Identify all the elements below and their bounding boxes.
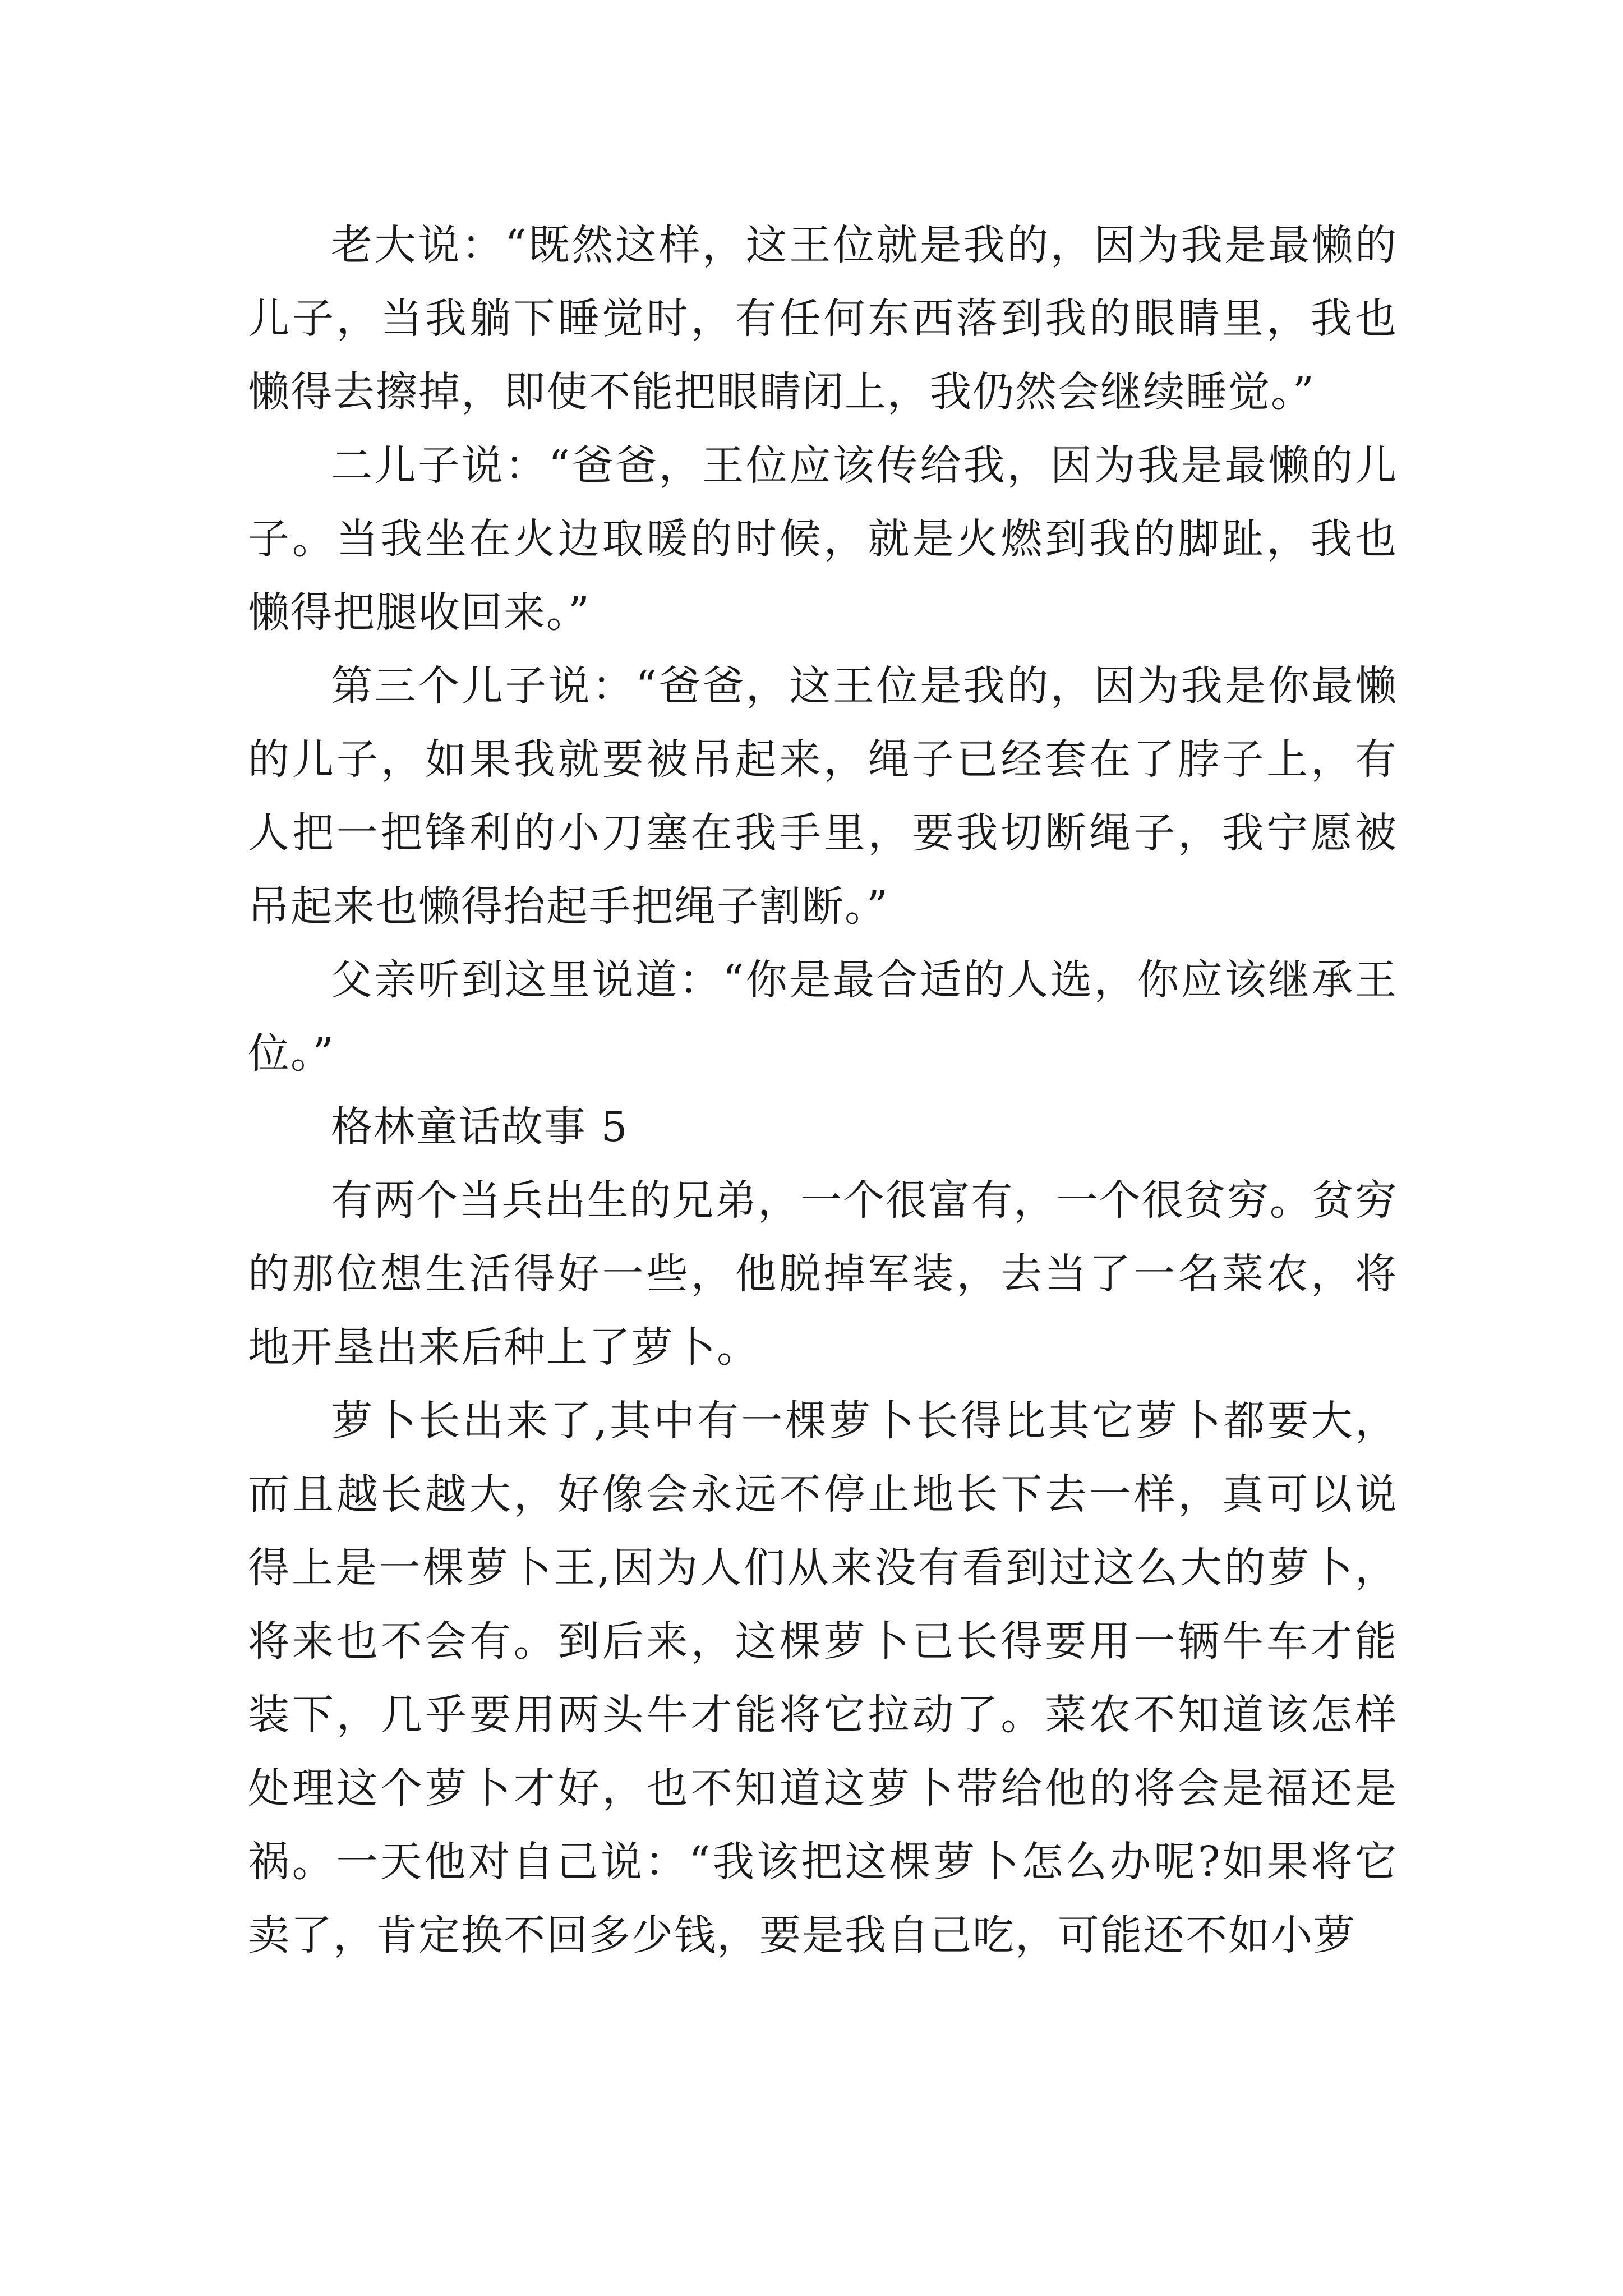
paragraph-father: 父亲听到这里说道：“你是最合适的人选，你应该继承王位。” bbox=[248, 956, 1398, 1078]
document-body bbox=[248, 209, 1398, 1972]
paragraph-second-son: 二儿子说：“爸爸，王位应该传给我，因为我是最懒的儿子。当我坐在火边取暖的时候，就是火燃到我的脚趾，我也懒得把腿收回来。” bbox=[248, 441, 1398, 637]
section-heading: 格林童话故事 5 bbox=[331, 1103, 629, 1151]
paragraph-giant-turnip: 萝卜长出来了,其中有一棵萝卜长得比其它萝卜都要大，而且越长越大，好像会永远不停止地长下去一样，真可以说得上是一棵萝卜王,因为人们从来没有看到过这么大的萝卜，将来也不会有。到后来，这棵萝卜已长得要用一辆牛车才能装下，几乎要用两头牛才能将它拉动了。菜农不知道该怎样处理这个萝卜才好，也不知道这萝卜带给他的将会是福还是祸。一天他对自己说：“我该把这棵萝卜怎么办呢?如果将它卖了，肯定换不回多少钱，要是我自己吃，可能还不如小萝 bbox=[248, 1397, 1398, 1959]
paragraph-eldest-son: 老大说：“既然这样，这王位就是我的，因为我是最懒的儿子，当我躺下睡觉时，有任何东西落到我的眼睛里，我也懒得去擦掉，即使不能把眼睛闭上，我仍然会继续睡觉。” bbox=[248, 221, 1398, 416]
paragraph-two-brothers: 有两个当兵出生的兄弟，一个很富有，一个很贫穷。贫穷的那位想生活得好一些，他脱掉军装，去当了一名菜农，将地开垦出来后种上了萝卜。 bbox=[248, 1176, 1398, 1372]
paragraph-third-son: 第三个儿子说：“爸爸，这王位是我的，因为我是你最懒的儿子，如果我就要被吊起来，绳子已经套在了脖子上，有人把一把锋利的小刀塞在我手里，要我切断绳子，我宁愿被吊起来也懒得抬起手把绳子割断。” bbox=[248, 662, 1398, 931]
